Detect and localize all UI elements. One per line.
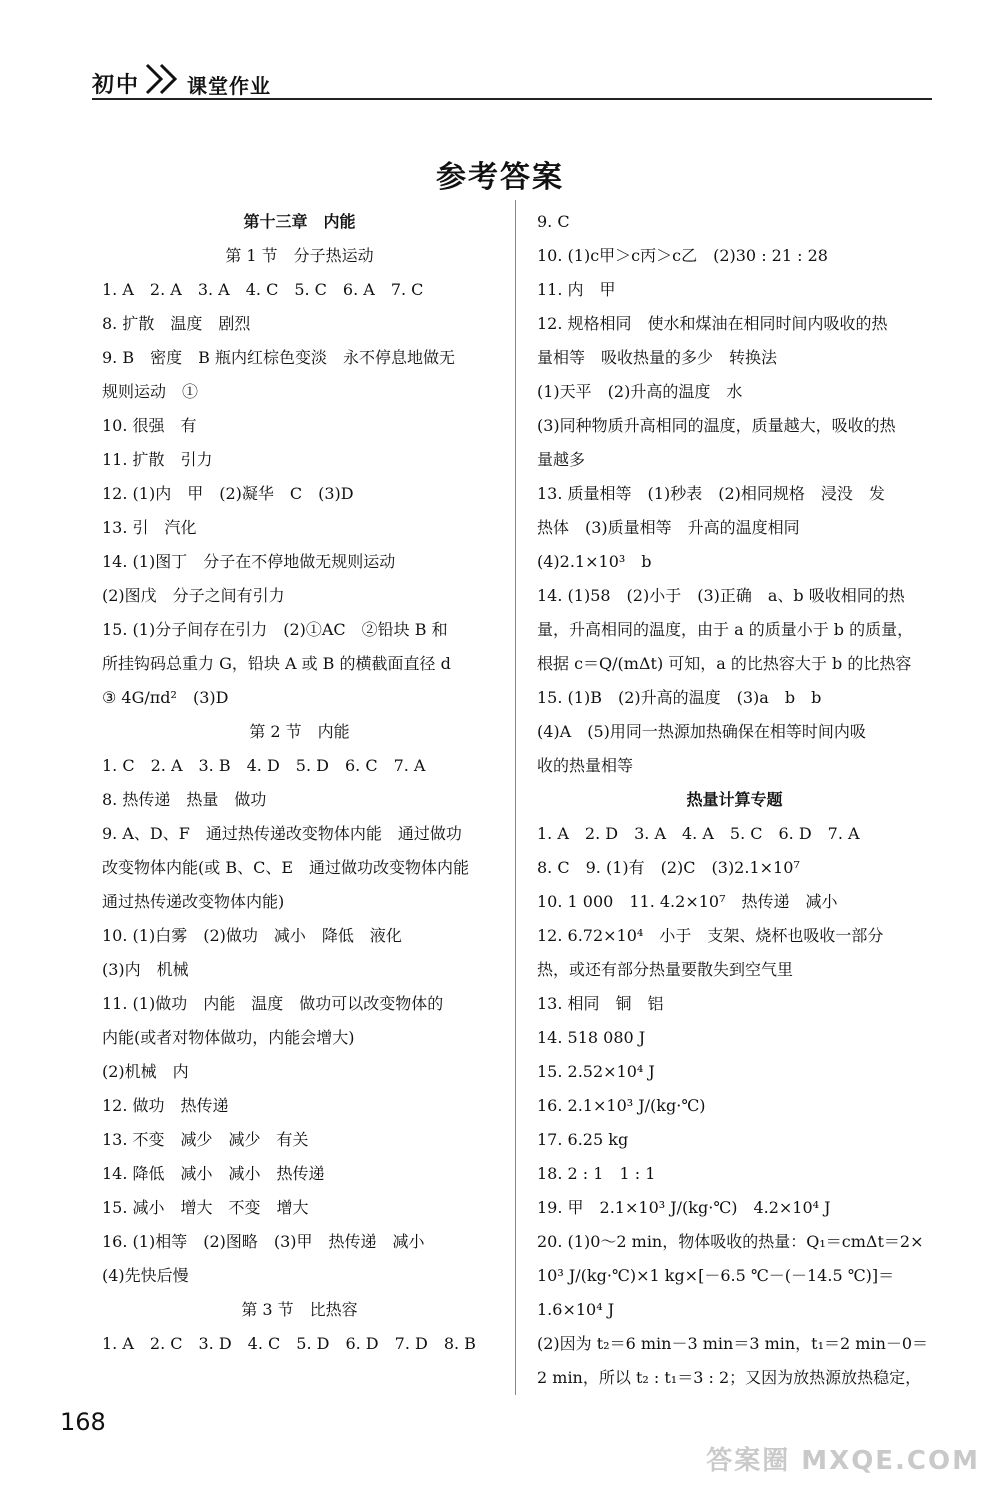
answer-line: 14. (1)58 (2)小于 (3)正确 a、b 吸收相同的热 xyxy=(537,586,905,605)
answer-line: (3)同种物质升高相同的温度，质量越大，吸收的热 xyxy=(537,416,896,435)
answer-line: 热，或还有部分热量要散失到空气里 xyxy=(537,960,794,979)
answer-line: 11. 内 甲 xyxy=(537,280,616,299)
answer-line: 20. (1)0～2 min，物体吸收的热量：Q₁＝cmΔt＝2× xyxy=(537,1232,924,1251)
double-chevron-icon xyxy=(144,62,182,96)
answer-line: 13. 引 汽化 xyxy=(102,518,197,537)
answer-line: 14. (1)图丁 分子在不停地做无规则运动 xyxy=(102,552,396,571)
answer-line: (4)2.1×10³ b xyxy=(537,552,652,571)
answer-line: 量越多 xyxy=(537,450,586,469)
answer-line: 10. (1)白雾 (2)做功 减小 降低 液化 xyxy=(102,926,402,945)
page-header xyxy=(92,62,932,102)
answer-line: 11. (1)做功 内能 温度 做功可以改变物体的 xyxy=(102,994,444,1013)
answer-line: 9. C xyxy=(537,212,570,231)
page-number: 168 xyxy=(60,1408,106,1436)
answer-line: 热体 (3)质量相等 升高的温度相同 xyxy=(537,518,800,537)
section-heading: 第十三章 内能 xyxy=(243,212,356,231)
answer-line: 12. 6.72×10⁴ 小于 支架、烧杯也吸收一部分 xyxy=(537,926,884,945)
answer-line: 1. A 2. C 3. D 4. C 5. D 6. D 7. D 8. B xyxy=(102,1334,476,1353)
answer-line: 12. 规格相同 使水和煤油在相同时间内吸收的热 xyxy=(537,314,888,333)
answer-line: 9. A、D、F 通过热传递改变物体内能 通过做功 xyxy=(102,824,462,843)
answer-line: 根据 c＝Q/(mΔt) 可知，a 的比热容大于 b 的比热容 xyxy=(537,654,912,673)
answer-line: 收的热量相等 xyxy=(537,756,634,775)
answer-line: 9. B 密度 B 瓶内红棕色变淡 永不停息地做无 xyxy=(102,348,455,367)
answer-line: 14. 518 080 J xyxy=(537,1028,646,1047)
answer-line: 量，升高相同的温度，由于 a 的质量小于 b 的质量， xyxy=(537,620,914,639)
answer-line: 15. 减小 增大 不变 增大 xyxy=(102,1198,309,1217)
answer-line: 12. (1)内 甲 (2)凝华 C (3)D xyxy=(102,484,354,503)
answer-line: 量相等 吸收热量的多少 转换法 xyxy=(537,348,778,367)
section-heading: 第 1 节 分子热运动 xyxy=(225,246,374,265)
answer-line: 10³ J/(kg·℃)×1 kg×[－6.5 ℃－(－14.5 ℃)]＝ xyxy=(537,1266,895,1285)
answer-line: 8. 热传递 热量 做功 xyxy=(102,790,267,809)
answer-line: 12. 做功 热传递 xyxy=(102,1096,229,1115)
header-level: 初中 xyxy=(92,73,141,98)
answer-line: 通过热传递改变物体内能) xyxy=(102,892,285,911)
answer-line: (4)A (5)用同一热源加热确保在相等时间内吸 xyxy=(537,722,866,741)
answer-line: (3)内 机械 xyxy=(102,960,189,979)
answer-line: 10. (1)c甲＞c丙＞c乙 (2)30 : 21 : 28 xyxy=(537,246,828,265)
answer-line: 19. 甲 2.1×10³ J/(kg·℃) 4.2×10⁴ J xyxy=(537,1198,831,1217)
section-heading: 第 2 节 内能 xyxy=(249,722,350,741)
answer-line: 1. C 2. A 3. B 4. D 5. D 6. C 7. A xyxy=(102,756,426,775)
answer-line: 16. 2.1×10³ J/(kg·℃) xyxy=(537,1096,706,1115)
answer-line: (2)图戊 分子之间有引力 xyxy=(102,586,285,605)
answer-line: 1. A 2. A 3. A 4. C 5. C 6. A 7. C xyxy=(102,280,424,299)
answer-line: 10. 1 000 11. 4.2×10⁷ 热传递 减小 xyxy=(537,892,838,911)
watermark: 答案圈 MXQE.COM xyxy=(706,1446,980,1476)
section-heading: 第 3 节 比热容 xyxy=(241,1300,358,1319)
column-divider xyxy=(515,200,516,1395)
answer-line: 13. 不变 减少 减少 有关 xyxy=(102,1130,309,1149)
page-title: 参考答案 xyxy=(436,160,564,195)
answer-line: 18. 2 : 1 1 : 1 xyxy=(537,1164,656,1183)
answer-line: 15. (1)分子间存在引力 (2)①AC ②铅块 B 和 xyxy=(102,620,448,639)
answer-line: 13. 相同 铜 铝 xyxy=(537,994,664,1013)
answer-line: 11. 扩散 引力 xyxy=(102,450,213,469)
answer-line: 8. 扩散 温度 剧烈 xyxy=(102,314,251,333)
answer-line: 1. A 2. D 3. A 4. A 5. C 6. D 7. A xyxy=(537,824,860,843)
answer-line: 10. 很强 有 xyxy=(102,416,197,435)
header-series: 课堂作业 xyxy=(187,74,271,98)
answer-line: (2)因为 t₂＝6 min－3 min＝3 min，t₁＝2 min－0＝ xyxy=(537,1334,929,1353)
answer-line: 2 min，所以 t₂ : t₁＝3 : 2；又因为放热源放热稳定， xyxy=(537,1368,922,1387)
answer-line: 17. 6.25 kg xyxy=(537,1130,629,1149)
answer-line: (2)机械 内 xyxy=(102,1062,189,1081)
answer-column-right xyxy=(537,205,932,1395)
answer-column-left xyxy=(102,205,497,1361)
answer-line: 内能(或者对物体做功，内能会增大) xyxy=(102,1028,355,1047)
answer-line: 所挂钩码总重力 G，铅块 A 或 B 的横截面直径 d xyxy=(102,654,451,673)
answer-line: (1)天平 (2)升高的温度 水 xyxy=(537,382,743,401)
answer-line: ③ 4G/πd² (3)D xyxy=(102,688,229,707)
answer-line: 14. 降低 减小 减小 热传递 xyxy=(102,1164,325,1183)
answer-line: 15. 2.52×10⁴ J xyxy=(537,1062,655,1081)
section-heading: 热量计算专题 xyxy=(686,790,783,809)
answer-line: 1.6×10⁴ J xyxy=(537,1300,615,1319)
answer-line: 8. C 9. (1)有 (2)C (3)2.1×10⁷ xyxy=(537,858,800,877)
header-rule xyxy=(92,98,932,100)
answer-line: 15. (1)B (2)升高的温度 (3)a b b xyxy=(537,688,822,707)
answer-line: 13. 质量相等 (1)秒表 (2)相同规格 浸没 发 xyxy=(537,484,885,503)
answer-line: 规则运动 ① xyxy=(102,382,199,401)
answer-line: 16. (1)相等 (2)图略 (3)甲 热传递 减小 xyxy=(102,1232,425,1251)
answer-line: (4)先快后慢 xyxy=(102,1266,189,1285)
answer-line: 改变物体内能(或 B、C、E 通过做功改变物体内能 xyxy=(102,858,470,877)
